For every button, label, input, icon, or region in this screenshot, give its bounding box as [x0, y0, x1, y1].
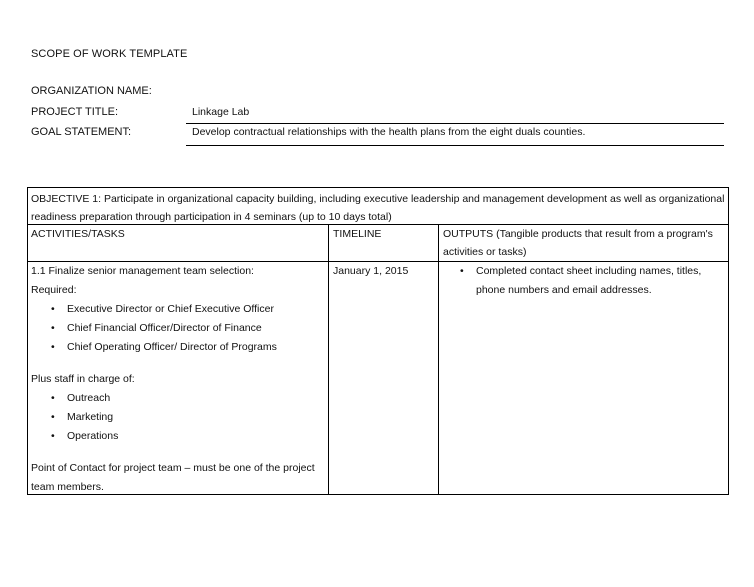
plus-label: Plus: [31, 373, 52, 385]
outputs-cell: [440, 262, 725, 300]
scope-table: [27, 187, 729, 495]
project-title-underline: [186, 123, 724, 124]
list-item: • Operations: [31, 427, 323, 446]
required-list: [31, 300, 323, 357]
goal-statement-value: Develop contractual relationships with the health plans from the eight duals counties.: [192, 126, 586, 138]
list-item: • Completed contact sheet including names, titles, phone numbers and email addresses.: [440, 262, 725, 300]
document-title: SCOPE OF WORK TEMPLATE: [31, 48, 188, 60]
plus-text: staff in charge of:: [54, 373, 135, 385]
column-divider-1: [328, 224, 329, 494]
list-item: • Executive Director or Chief Executive Officer: [31, 300, 323, 319]
objective-text: Participate in organizational capacity building, including executive leadership and management development as well as organizational readiness preparation through participation in 4 seminars (up to 10 days total): [31, 193, 725, 223]
timeline-header: TIMELINE: [333, 228, 382, 240]
column-divider-2: [438, 224, 439, 494]
list-item: • Marketing: [31, 408, 323, 427]
outputs-list: [440, 262, 725, 300]
organization-name-label: ORGANIZATION NAME:: [31, 85, 152, 97]
plus-list: [31, 389, 323, 446]
task-text: 1.1 Finalize senior management team selection:: [31, 265, 254, 277]
project-title-value: Linkage Lab: [192, 106, 250, 118]
project-title-label: PROJECT TITLE:: [31, 106, 119, 118]
goal-statement-underline: [186, 145, 724, 146]
plus-staff-line: [31, 370, 323, 389]
outputs-header-description: (Tangible products that result from a program's activities or tasks): [443, 228, 713, 258]
outputs-header: [443, 225, 725, 261]
list-item: • Chief Financial Officer/Director of Finance: [31, 319, 323, 338]
list-item: • Outreach: [31, 389, 323, 408]
activities-cell: [31, 262, 323, 497]
required-label: Required:: [31, 284, 77, 296]
outputs-header-label: OUTPUTS: [443, 228, 494, 240]
timeline-date: January 1, 2015: [333, 265, 409, 277]
objective-row: [31, 190, 725, 226]
contact-text: Point of Contact for project team – must be one of the project team members.: [31, 462, 315, 493]
activities-header: ACTIVITIES/TASKS: [31, 228, 125, 240]
objective-label: OBJECTIVE 1:: [31, 193, 102, 205]
goal-statement-label: GOAL STATEMENT:: [31, 126, 132, 138]
list-item: • Chief Operating Officer/ Director of Programs: [31, 338, 323, 357]
